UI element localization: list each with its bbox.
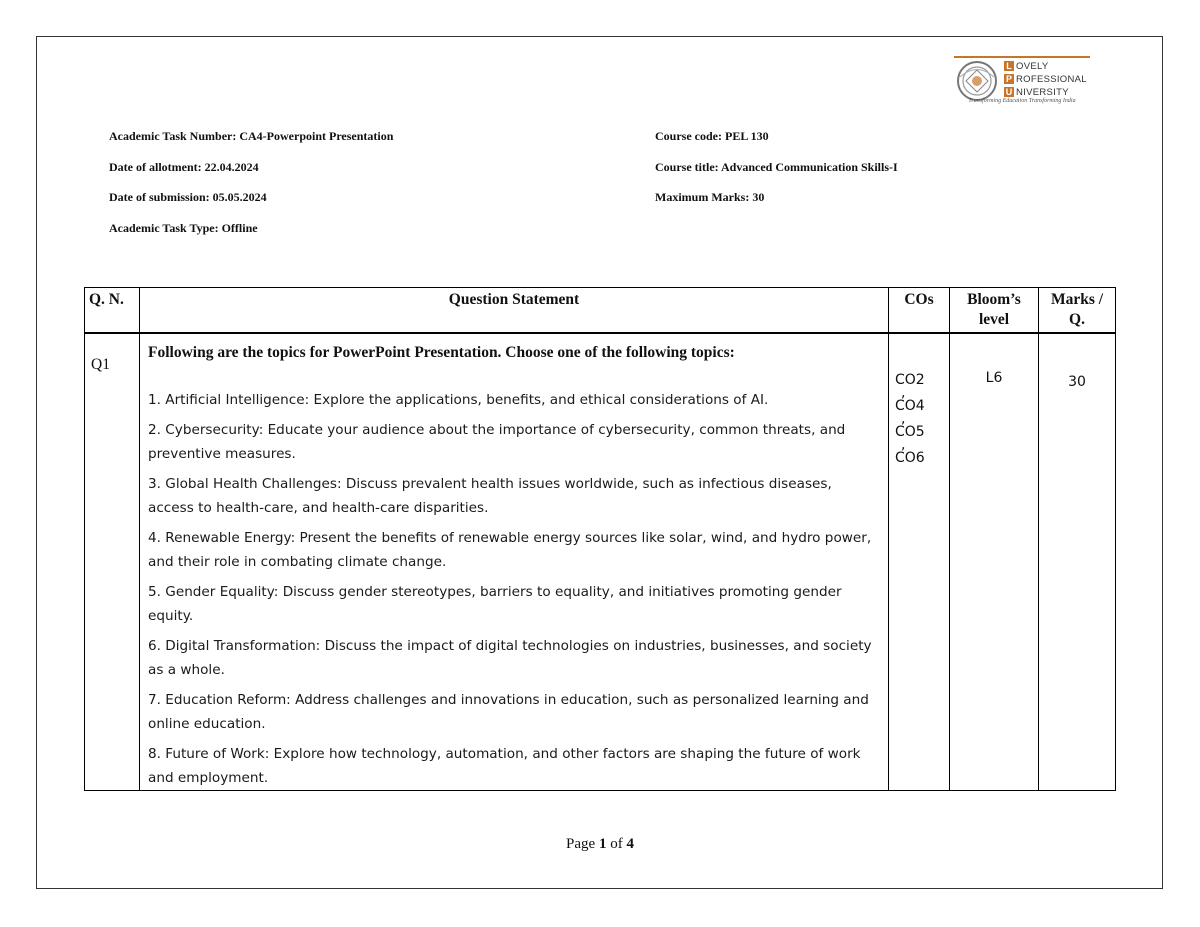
- co-item: CO4: [895, 398, 925, 414]
- task-number: Academic Task Number: CA4-Powerpoint Presentation: [109, 129, 394, 143]
- topic-item: 3. Global Health Challenges: Discuss prevalent health issues worldwide, such as infectious diseases, access to health-care, and health-care disparities.: [148, 476, 832, 516]
- header-statement: Question Statement: [140, 288, 889, 334]
- topic-item: 8. Future of Work: Explore how technology, automation, and other factors are shaping the future of work and employment.: [148, 746, 861, 786]
- date-of-submission: Date of submission: 05.05.2024: [109, 190, 267, 204]
- course-outcomes: [889, 333, 950, 791]
- co-separator: ,: [901, 437, 906, 453]
- bloom-level: L6: [950, 333, 1039, 791]
- topic-item: 6. Digital Transformation: Discuss the impact of digital technologies on industries, businesses, and society as a whole.: [148, 638, 872, 678]
- table-header-row: [85, 288, 1116, 334]
- header-cos: COs: [889, 288, 950, 334]
- topic-item: 5. Gender Equality: Discuss gender stereotypes, barriers to equality, and initiatives promoting gender equity.: [148, 584, 842, 624]
- co-separator: ,: [901, 385, 906, 401]
- co-item: CO5: [895, 424, 925, 440]
- topic-item: 1. Artificial Intelligence: Explore the applications, benefits, and ethical considerations of AI.: [148, 392, 769, 408]
- co-item: CO6: [895, 450, 925, 466]
- co-separator: ,: [901, 411, 906, 427]
- page-number: 1: [598, 836, 607, 852]
- maximum-marks: Maximum Marks: 30: [655, 190, 765, 204]
- page-footer: [0, 836, 1200, 853]
- date-of-allotment: Date of allotment: 22.04.2024: [109, 160, 259, 174]
- task-type: Academic Task Type: Offline: [109, 221, 258, 235]
- university-seal-icon: [956, 60, 998, 102]
- question-statement: [140, 333, 889, 791]
- table-row: [85, 333, 1116, 791]
- topic-item: 7. Education Reform: Address challenges and innovations in education, such as personalized learning and online education.: [148, 692, 869, 732]
- page-total: 4: [626, 836, 634, 852]
- header-qn: Q. N.: [85, 288, 140, 334]
- question-number: Q1: [85, 333, 140, 791]
- question-intro: Following are the topics for PowerPoint Presentation. Choose one of the following topics:: [148, 344, 735, 361]
- header-marks: Marks / Q.: [1039, 288, 1116, 334]
- topic-item: 2. Cybersecurity: Educate your audience about the importance of cybersecurity, common threats, and preventive measures.: [148, 422, 846, 462]
- logo-tagline: Transforming Education Transforming India: [968, 98, 1076, 104]
- of-word: of: [610, 836, 623, 852]
- co-item: CO2: [895, 372, 925, 388]
- logo-bar: [954, 56, 1090, 58]
- page-word: Page: [566, 836, 596, 852]
- header-bloom: Bloom’s level: [950, 288, 1039, 334]
- logo-wordmark: L OVELY P ROFESSIONAL U NIVERSITY: [1005, 60, 1087, 98]
- course-code: Course code: PEL 130: [655, 129, 769, 143]
- question-table: [84, 287, 1116, 791]
- marks-per-question: 30: [1039, 333, 1116, 791]
- topic-item: 4. Renewable Energy: Present the benefits of renewable energy sources like solar, wind, and hydro power, and their role in combating climate change.: [148, 530, 872, 570]
- university-logo: [952, 56, 1092, 108]
- course-title: Course title: Advanced Communication Skills-I: [655, 160, 898, 174]
